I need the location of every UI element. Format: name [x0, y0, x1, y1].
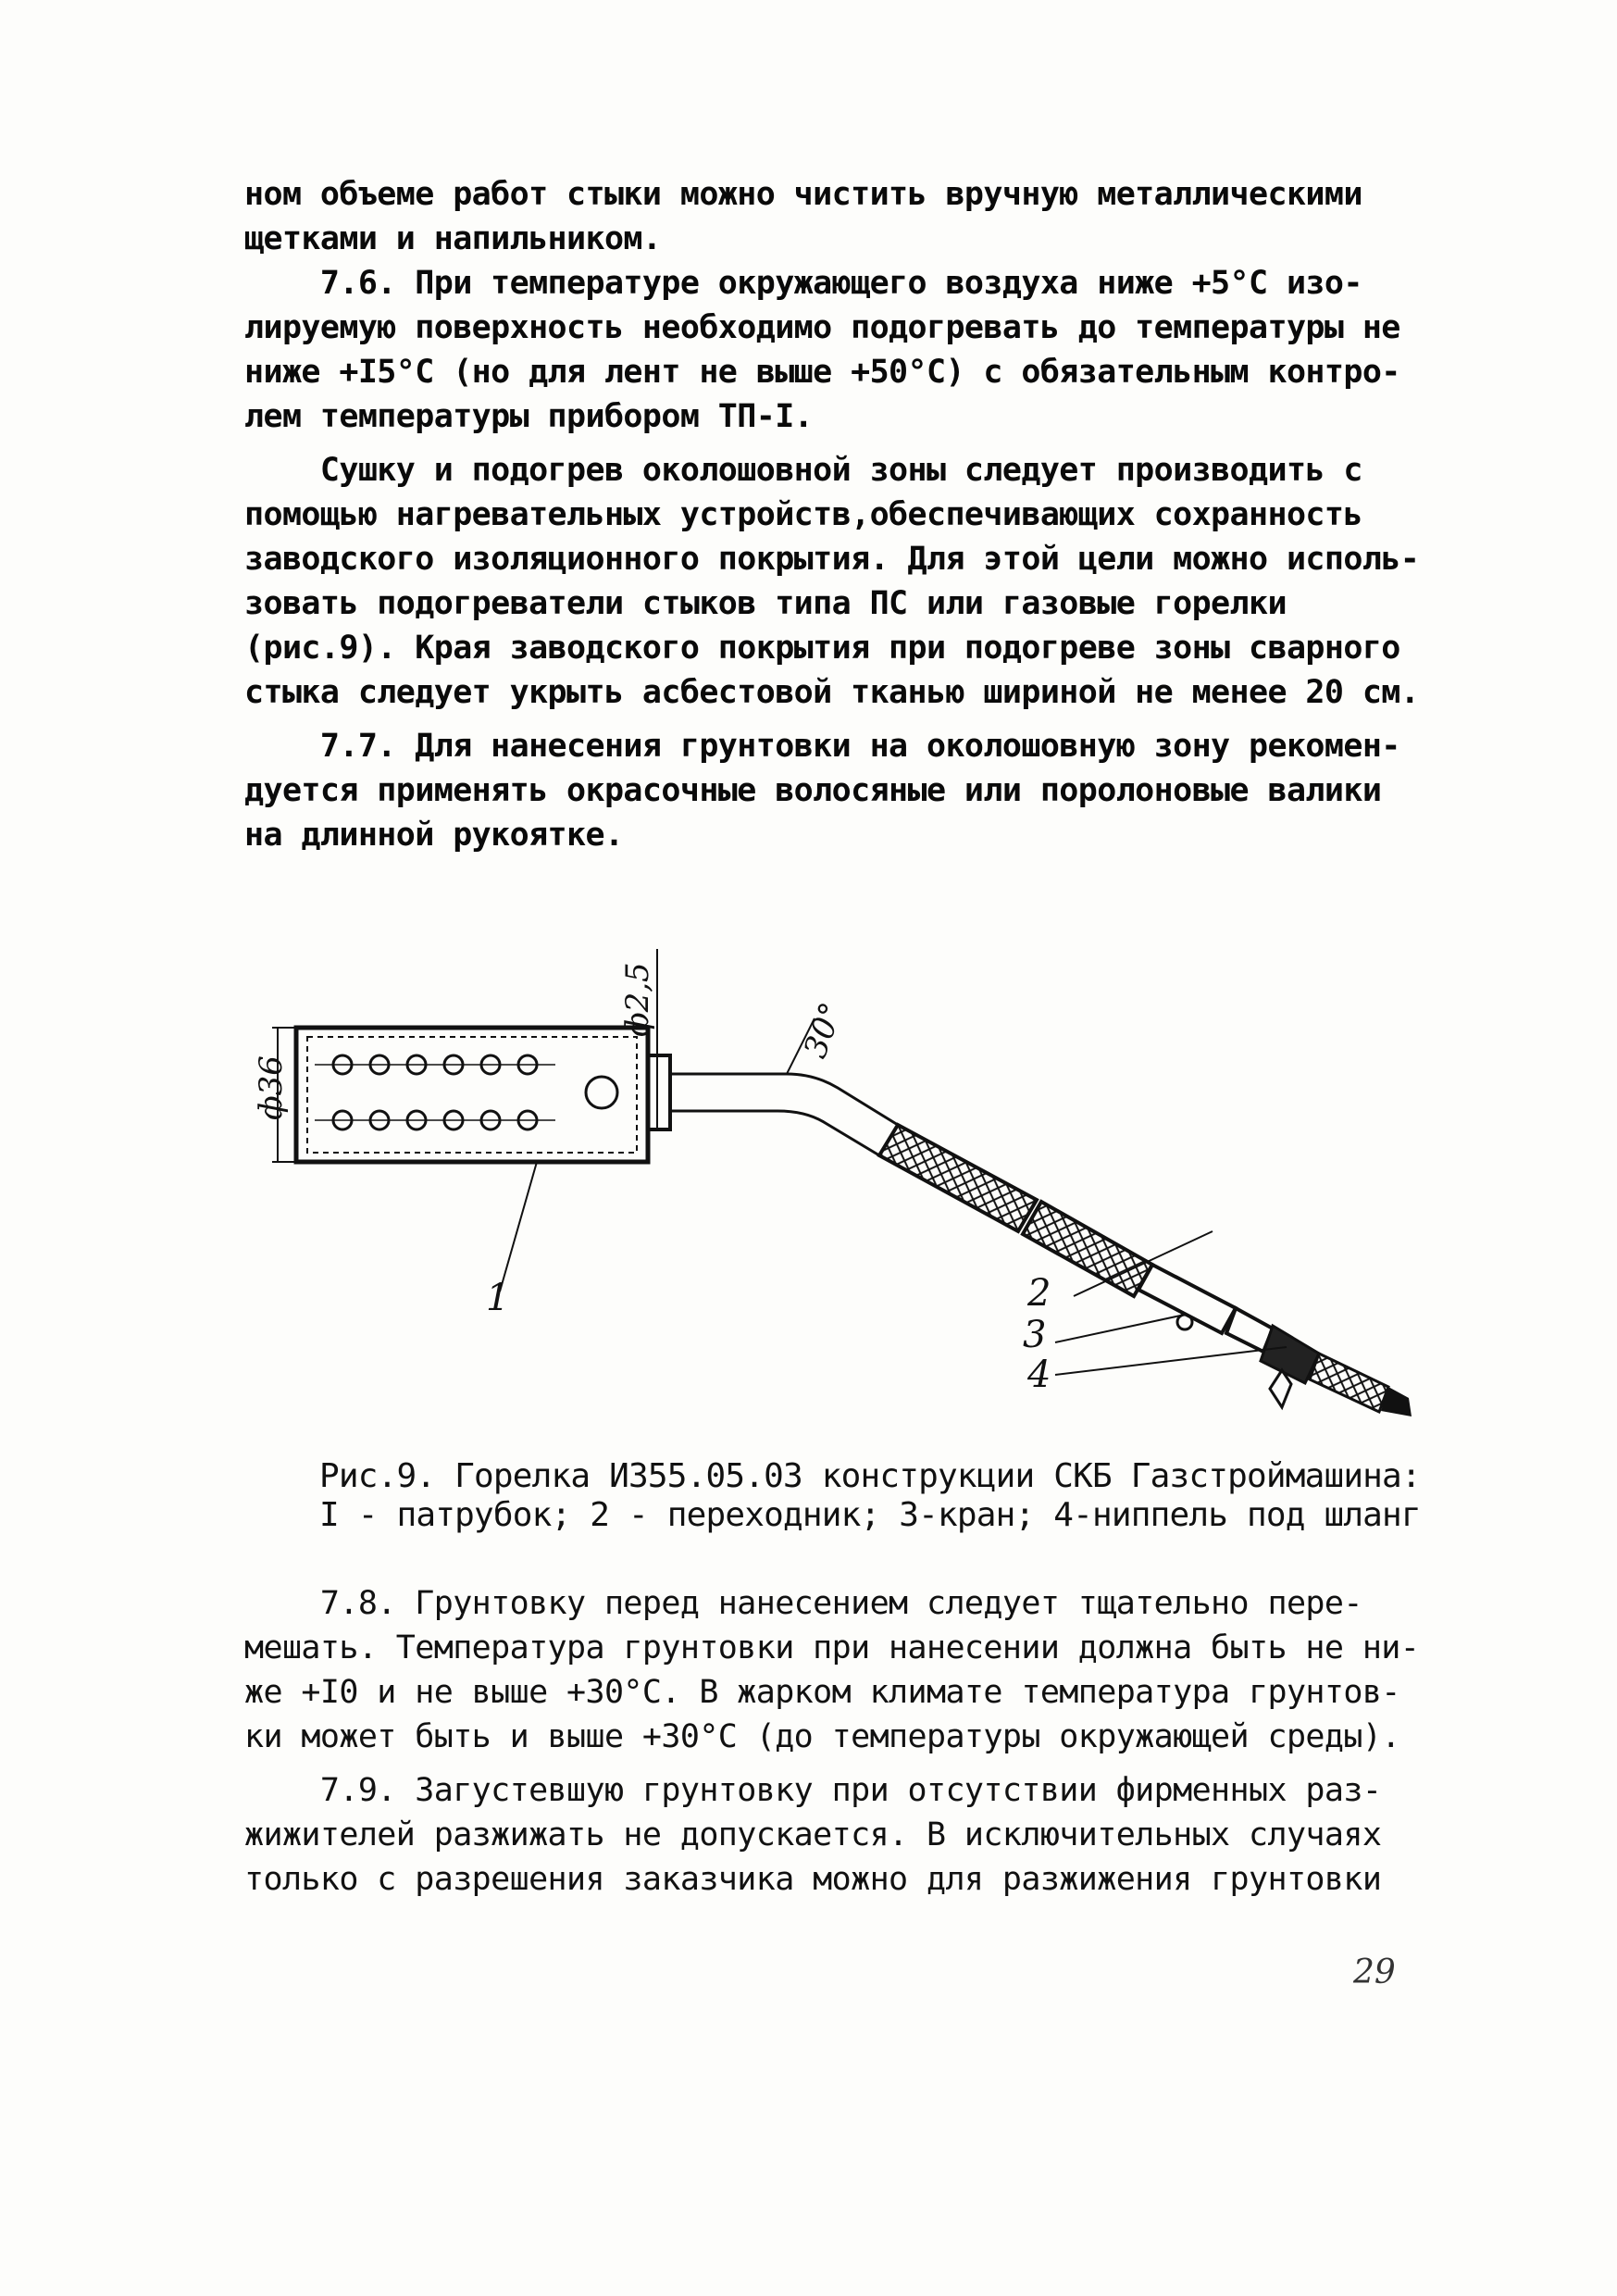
figure-caption-line2: I - патрубок; 2 - переходник; 3-кран; 4-ниппель под шланг [319, 1496, 1421, 1534]
text-line: лируемую поверхность необходимо подогревать до температуры не [244, 309, 1400, 346]
label-3: 3 [1023, 1314, 1047, 1356]
text-line: мешать. Температура грунтовки при нанесении должна быть не ни- [244, 1629, 1420, 1666]
text-line: только с разрешения заказчика можно для разжижения грунтовки [244, 1861, 1382, 1898]
burner-figure [253, 926, 1416, 1416]
label-2: 2 [1027, 1272, 1051, 1315]
page-number: 29 [1353, 1953, 1396, 1991]
text-line: лем температуры прибором ТП-I. [244, 398, 814, 435]
text-line: стыка следует укрыть асбестовой тканью шириной не менее 20 см. [244, 674, 1420, 711]
text-line: 7.6. При температуре окружающего воздуха ниже +5°С изо- [244, 265, 1362, 302]
text-line: на длинной рукоятке. [244, 817, 624, 854]
figure-caption-line1: Рис.9. Горелка И355.05.03 конструкции СКБ Газстроймашина: [319, 1457, 1421, 1495]
label-1: 1 [486, 1277, 510, 1319]
text-line: 7.7. Для нанесения грунтовки на околошовную зону рекомен- [244, 728, 1400, 765]
text-line: ном объеме работ стыки можно чистить вручную металлическими [244, 176, 1362, 213]
burner-handle [879, 1125, 1412, 1416]
dimension-angle: 30° [796, 997, 852, 1064]
text-line: дуется применять окрасочные волосяные или поролоновые валики [244, 772, 1382, 809]
label-4: 4 [1027, 1354, 1051, 1396]
text-line: ки может быть и выше +30°С (до температуры окружающей среды). [244, 1718, 1400, 1755]
text-line: же +I0 и не выше +30°С. В жарком климате температура грунтов- [244, 1674, 1400, 1711]
text-line: 7.8. Грунтовку перед нанесением следует тщательно пере- [244, 1585, 1362, 1622]
text-line: щетками и напильником. [244, 220, 662, 257]
dimension-diameter: ф36 [253, 1055, 290, 1120]
text-line: ниже +I5°С (но для лент не выше +50°С) с обязательным контро- [244, 354, 1400, 391]
dimension-nozzle: ф2,5 [619, 962, 656, 1037]
text-line: жижителей разжижать не допускается. В исключительных случаях [244, 1816, 1382, 1853]
text-line: зовать подогреватели стыков типа ПС или газовые горелки [244, 585, 1287, 622]
text-line: 7.9. Загустевшую грунтовку при отсутствии фирменных раз- [244, 1772, 1382, 1809]
burner-holes [315, 1055, 617, 1129]
text-line: заводского изоляционного покрытия. Для этой цели можно исполь- [244, 541, 1420, 578]
text-line: помощью нагревательных устройств,обеспечивающих сохранность [244, 496, 1362, 533]
text-line: Сушку и подогрев околошовной зоны следует производить с [244, 452, 1362, 489]
text-line: (рис.9). Края заводского покрытия при подогреве зоны сварного [244, 630, 1400, 667]
nozzle-body [272, 1028, 648, 1162]
